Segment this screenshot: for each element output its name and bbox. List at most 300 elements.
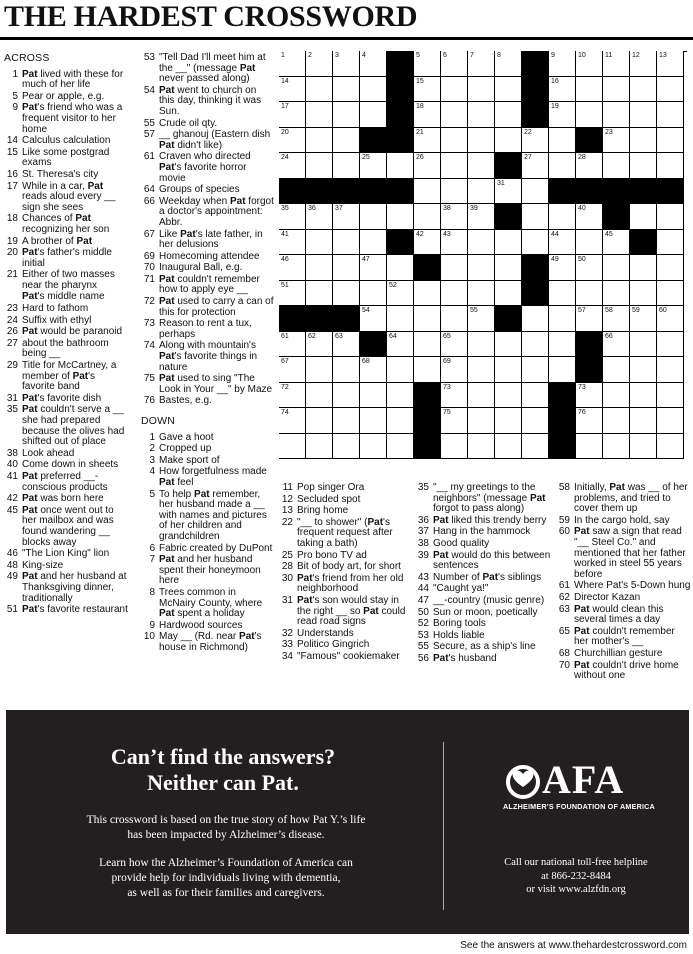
clue-text: Pat lived with these for much of her life [22,68,124,91]
clue-text: Like Pat's late father, in her delusions [159,228,263,251]
clue-text: Chances of Pat recognizing her son [22,213,110,235]
grid-cell[interactable] [441,306,468,332]
grid-cell[interactable] [387,306,414,332]
grid-block [306,306,333,332]
grid-cell[interactable] [360,306,387,332]
grid-cell[interactable] [414,332,441,358]
clue-text: To help Pat remember, her husband made a __ with names and pictures of her children and grandchildren [159,488,267,542]
grid-cell[interactable] [360,153,387,179]
grid-cell[interactable] [279,255,306,281]
clue-text: Initially, Pat was __ of her problems, and tried to cover them up [574,482,688,515]
grid-cell[interactable] [306,332,333,358]
clue-text: Pat's middle name [22,291,105,303]
grid-cell[interactable] [468,332,495,358]
grid-cell[interactable] [576,255,603,281]
helpline-line-1: Call our national toll-free helpline [504,857,648,868]
clue-number: 60 [558,526,570,538]
grid-cell[interactable] [441,230,468,256]
grid-cell[interactable] [279,357,306,383]
grid-cell[interactable] [495,383,522,409]
grid-cell[interactable] [387,281,414,307]
clue-item [141,433,274,444]
grid-cell[interactable] [441,332,468,358]
clue-number: 76 [143,395,155,407]
clue-number: 61 [558,580,570,592]
grid-block [522,255,549,281]
grid-cell[interactable] [414,179,441,205]
clue-item [415,654,555,665]
clue-text: Pat would do this between sentences [433,549,551,572]
clue-text: Pat would be paranoid [22,326,123,338]
grid-cell[interactable] [603,383,630,409]
grid-cell[interactable] [576,77,603,103]
grid-cell[interactable] [630,434,657,460]
grid-cell[interactable] [468,357,495,383]
clue-item [4,327,128,338]
grid-cell[interactable] [576,408,603,434]
clue-number: 42 [6,493,18,505]
grid-block [306,179,333,205]
grid-cell[interactable] [387,255,414,281]
grid-cell[interactable] [468,51,495,77]
grid-cell[interactable] [306,153,333,179]
grid-cell[interactable] [657,408,684,434]
cell-number: 5 [416,52,420,59]
grid-cell[interactable] [468,255,495,281]
cell-number: 61 [281,332,289,340]
grid-cell[interactable] [468,179,495,205]
grid-cell[interactable] [522,179,549,205]
grid-cell[interactable] [333,332,360,358]
grid-block [387,230,414,256]
grid-cell[interactable] [549,204,576,230]
grid-cell[interactable] [603,77,630,103]
grid-cell[interactable] [279,153,306,179]
grid-cell[interactable] [441,408,468,434]
grid-cell[interactable] [333,357,360,383]
clue-item [279,640,411,651]
cell-number: 41 [281,230,289,238]
grid-cell[interactable] [657,306,684,332]
ad-paragraph-1-line-2: has been impacted by Alzheimer’s disease. [127,829,325,841]
grid-cell[interactable] [657,153,684,179]
grid-cell[interactable] [603,102,630,128]
grid-cell[interactable] [387,408,414,434]
clue-number: 62 [558,591,570,603]
grid-cell[interactable] [360,51,387,77]
grid-cell[interactable] [279,51,306,77]
grid-cell[interactable] [468,153,495,179]
grid-cell[interactable] [360,255,387,281]
cell-number: 9 [551,52,555,59]
clue-text: Pat saw a sign that read "__ Steel Co." and mentioned that her father worked in steel 55 years before [574,526,686,580]
grid-cell[interactable] [333,153,360,179]
clue-number: 6 [149,542,155,554]
grid-cell[interactable] [576,383,603,409]
grid-cell[interactable] [360,434,387,460]
grid-cell[interactable] [657,332,684,358]
grid-cell[interactable] [333,434,360,460]
grid-cell[interactable] [630,77,657,103]
grid-cell[interactable] [306,357,333,383]
grid-cell[interactable] [468,128,495,154]
clue-text: "Tell Dad I'll meet him at the __" (message Pat never passed along) [159,52,266,85]
grid-cell[interactable] [576,153,603,179]
clue-text: Pat's friend who was a frequent visitor to her home [22,102,123,135]
grid-cell[interactable] [549,102,576,128]
grid-cell[interactable] [549,51,576,77]
grid-cell[interactable] [306,230,333,256]
grid-cell[interactable] [387,357,414,383]
cell-number: 69 [443,358,451,365]
grid-cell[interactable] [657,255,684,281]
clue-item [4,572,128,604]
grid-cell[interactable] [630,383,657,409]
grid-cell[interactable] [360,281,387,307]
grid-cell[interactable] [603,51,630,77]
grid-cell[interactable] [657,383,684,409]
grid-cell[interactable] [576,306,603,332]
grid-cell[interactable] [603,255,630,281]
cell-number: 54 [362,307,370,314]
grid-cell[interactable] [495,357,522,383]
cell-number: 18 [416,103,424,110]
clue-text: Pat couldn't remember her mother's __ [574,625,675,648]
grid-cell[interactable] [441,128,468,154]
grid-cell[interactable] [495,128,522,154]
grid-cell[interactable] [441,179,468,205]
grid-cell[interactable] [441,51,468,77]
clue-text: Director Kazan [574,591,641,603]
clue-number: 30 [281,572,293,584]
grid-cell[interactable] [495,102,522,128]
grid-cell[interactable] [657,204,684,230]
grid-block [387,77,414,103]
grid-cell[interactable] [360,357,387,383]
grid-cell[interactable] [657,102,684,128]
grid-cell[interactable] [441,77,468,103]
grid-cell[interactable] [279,434,306,460]
grid-cell[interactable] [549,332,576,358]
grid-cell[interactable] [576,51,603,77]
clue-text: St. Theresa's city [22,168,99,180]
grid-cell[interactable] [630,51,657,77]
clue-text: about the bathroom being __ [22,337,109,360]
grid-cell[interactable] [387,434,414,460]
grid-cell[interactable] [306,102,333,128]
grid-cell[interactable] [333,383,360,409]
grid-cell[interactable] [360,408,387,434]
clue-item [4,405,128,447]
grid-cell[interactable] [522,357,549,383]
grid-block [522,281,549,307]
grid-cell[interactable] [441,383,468,409]
cell-number: 59 [632,307,640,314]
grid-cell[interactable] [414,77,441,103]
grid-cell[interactable] [630,255,657,281]
grid-cell[interactable] [279,230,306,256]
grid-cell[interactable] [630,204,657,230]
grid-cell[interactable] [549,77,576,103]
grid-cell[interactable] [306,51,333,77]
grid-cell[interactable] [549,255,576,281]
grid-cell[interactable] [630,102,657,128]
clue-item [141,130,274,151]
grid-cell[interactable] [603,153,630,179]
grid-cell[interactable] [522,306,549,332]
clue-text: Hard to fathom [22,303,89,315]
grid-cell[interactable] [603,128,630,154]
cell-number: 68 [362,358,370,365]
clue-number: 4 [149,466,155,478]
grid-cell[interactable] [414,204,441,230]
grid-cell[interactable] [549,357,576,383]
clue-item [415,642,555,653]
clue-text: Title for McCartney, a member of Pat's favorite band [22,360,117,393]
grid-cell[interactable] [333,408,360,434]
grid-cell[interactable] [414,128,441,154]
grid-cell[interactable] [468,77,495,103]
clue-item [141,197,274,229]
grid-cell[interactable] [495,77,522,103]
grid-cell[interactable] [333,281,360,307]
grid-cell[interactable] [387,332,414,358]
grid-cell[interactable] [279,281,306,307]
afa-org-name: ALZHEIMER’S FOUNDATION OF AMERICA [503,802,655,811]
grid-cell[interactable] [360,77,387,103]
cell-number: 15 [416,77,424,85]
clue-number: 35 [6,404,18,416]
cell-number: 6 [443,52,447,59]
grid-cell[interactable] [414,281,441,307]
grid-cell[interactable] [441,255,468,281]
grid-cell[interactable] [306,383,333,409]
clue-text: Groups of species [159,184,240,196]
clue-number: 58 [558,482,570,493]
clue-number: 70 [143,262,155,274]
grid-cell[interactable] [468,204,495,230]
clue-number: 1 [149,431,155,443]
ad-paragraph-2-line-2: provide help for individuals living with dementia, [111,872,341,884]
grid-cell[interactable] [657,281,684,307]
grid-cell[interactable] [333,204,360,230]
grid-cell[interactable] [576,281,603,307]
cell-number: 72 [281,383,289,391]
clue-text: Make sport of [159,454,220,466]
clue-item [141,86,274,118]
grid-cell[interactable] [468,281,495,307]
grid-cell[interactable] [522,332,549,358]
grid-cell[interactable] [360,204,387,230]
grid-cell[interactable] [306,255,333,281]
grid-cell[interactable] [522,128,549,154]
grid-cell[interactable] [657,230,684,256]
clue-text: King-size [22,559,64,571]
grid-cell[interactable] [657,357,684,383]
grid-block [522,102,549,128]
grid-cell[interactable] [360,102,387,128]
grid-cell[interactable] [549,230,576,256]
grid-block [387,179,414,205]
grid-cell[interactable] [333,51,360,77]
grid-cell[interactable] [414,357,441,383]
grid-cell[interactable] [414,102,441,128]
grid-cell[interactable] [495,332,522,358]
grid-cell[interactable] [468,434,495,460]
grid-cell[interactable] [306,204,333,230]
grid-cell[interactable] [630,332,657,358]
grid-cell[interactable] [522,204,549,230]
grid-cell[interactable] [495,255,522,281]
clue-item [4,394,128,405]
helpline-website: or visit www.alzfdn.org [526,884,626,895]
grid-cell[interactable] [333,128,360,154]
grid-cell[interactable] [630,306,657,332]
page-title: THE HARDEST CROSSWORD [4,0,418,33]
grid-cell[interactable] [414,306,441,332]
grid-cell[interactable] [387,383,414,409]
grid-cell[interactable] [441,281,468,307]
grid-cell[interactable] [522,383,549,409]
clue-number: 11 [282,482,293,493]
grid-cell[interactable] [657,128,684,154]
grid-cell[interactable] [657,51,684,77]
grid-cell[interactable] [495,51,522,77]
grid-cell[interactable] [549,153,576,179]
grid-cell[interactable] [441,434,468,460]
grid-cell[interactable] [333,102,360,128]
grid-cell[interactable] [522,434,549,460]
grid-cell[interactable] [495,179,522,205]
grid-cell[interactable] [306,77,333,103]
grid-cell[interactable] [495,230,522,256]
grid-cell[interactable] [657,77,684,103]
grid-cell[interactable] [576,230,603,256]
clue-text: "Famous" cookiemaker [297,650,400,662]
grid-cell[interactable] [576,102,603,128]
grid-cell[interactable] [279,383,306,409]
clue-text: Cropped up [159,443,212,455]
grid-cell[interactable] [657,434,684,460]
grid-cell[interactable] [522,230,549,256]
grid-cell[interactable] [495,408,522,434]
grid-cell[interactable] [468,408,495,434]
ad-paragraph-2-line-3: as well as for their families and caregivers. [127,887,325,899]
grid-cell[interactable] [549,128,576,154]
grid-cell[interactable] [630,153,657,179]
clue-number: 75 [143,373,155,385]
grid-cell[interactable] [630,128,657,154]
clue-item [415,551,555,572]
grid-cell[interactable] [630,281,657,307]
grid-cell[interactable] [603,332,630,358]
grid-cell[interactable] [603,306,630,332]
grid-cell[interactable] [576,434,603,460]
grid-cell[interactable] [468,102,495,128]
grid-cell[interactable] [306,128,333,154]
grid-cell[interactable] [279,204,306,230]
clue-text: Where Pat's 5-Down hung [574,580,691,592]
grid-cell[interactable] [360,230,387,256]
clue-number: 53 [143,52,155,63]
grid-cell[interactable] [387,153,414,179]
clue-number: 50 [417,606,429,618]
grid-cell[interactable] [333,77,360,103]
grid-cell[interactable] [576,204,603,230]
cell-number: 38 [443,205,451,212]
grid-cell[interactable] [279,77,306,103]
clue-text: "The Lion King" lion [22,548,110,560]
clue-number: 71 [143,273,155,285]
grid-block [603,179,630,205]
grid-cell[interactable] [603,357,630,383]
grid-cell[interactable] [522,153,549,179]
cell-number: 50 [578,256,586,263]
grid-cell[interactable] [549,306,576,332]
grid-cell[interactable] [333,230,360,256]
grid-cell[interactable] [306,408,333,434]
clue-text: Pat once went out to her mailbox and was found wandering __ blocks away [22,504,114,548]
grid-cell[interactable] [630,357,657,383]
grid-cell[interactable] [414,153,441,179]
grid-cell[interactable] [387,204,414,230]
clue-item [556,527,691,580]
grid-cell[interactable] [603,281,630,307]
grid-cell[interactable] [495,434,522,460]
clue-number: 9 [149,619,155,631]
grid-block [387,102,414,128]
answers-footer: See the answers at www.thehardestcrossword.com [460,940,687,951]
clue-item [4,214,128,235]
grid-cell[interactable] [360,383,387,409]
grid-cell[interactable] [441,153,468,179]
clue-text: Hang in the hammock [433,526,531,538]
grid-cell[interactable] [603,230,630,256]
clue-number: 20 [6,247,18,259]
grid-cell[interactable] [603,408,630,434]
grid-cell[interactable] [441,357,468,383]
grid-cell[interactable] [468,306,495,332]
clue-text: While in a car, Pat reads aloud every __ sign she sees [22,180,116,213]
grid-cell[interactable] [468,383,495,409]
grid-cell[interactable] [279,332,306,358]
grid-cell[interactable] [495,281,522,307]
grid-cell[interactable] [306,281,333,307]
grid-cell[interactable] [279,408,306,434]
clue-number: 5 [149,488,155,500]
clue-number: 2 [149,443,155,455]
grid-cell[interactable] [279,128,306,154]
grid-cell[interactable] [414,51,441,77]
grid-cell[interactable] [306,434,333,460]
grid-cell[interactable] [414,230,441,256]
clue-number: 48 [6,559,18,571]
clue-item [4,561,128,572]
grid-cell[interactable] [279,102,306,128]
grid-cell[interactable] [549,281,576,307]
clue-text: Inaugural Ball, e.g. [159,262,243,274]
grid-cell[interactable] [441,102,468,128]
clue-item [556,605,691,626]
grid-cell[interactable] [603,434,630,460]
grid-cell[interactable] [522,408,549,434]
grid-cell[interactable] [441,204,468,230]
clue-number: 56 [417,652,429,664]
grid-cell[interactable] [468,230,495,256]
clue-item [279,629,411,640]
grid-cell[interactable] [630,408,657,434]
grid-cell[interactable] [333,255,360,281]
